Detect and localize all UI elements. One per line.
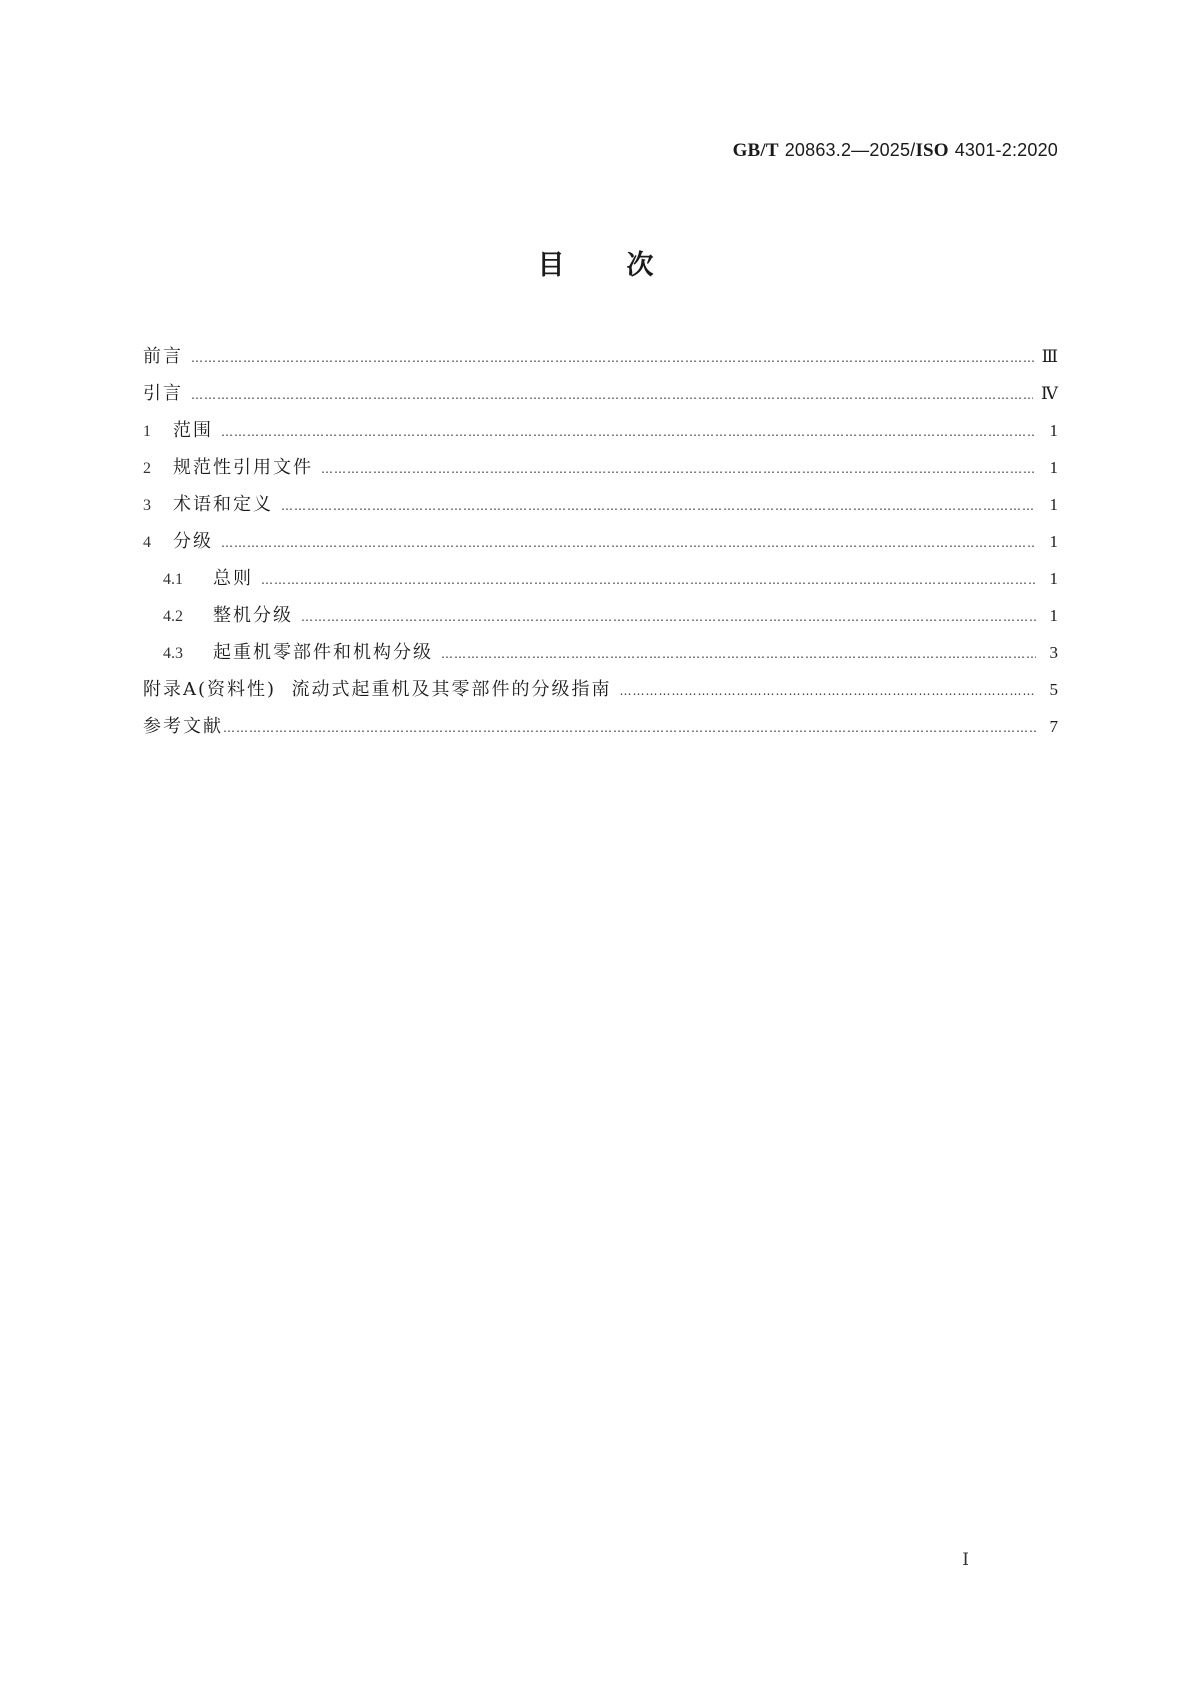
- toc-entry-label: 引言: [143, 383, 183, 404]
- page-number: Ⅰ: [962, 1550, 969, 1569]
- dot-leader: [221, 414, 1036, 451]
- toc-entry-number: 1: [143, 423, 151, 440]
- dot-leader: [261, 562, 1036, 599]
- toc-entry-label: 前言: [143, 346, 183, 367]
- std-prefix: GB/T: [732, 140, 779, 161]
- toc-entry-label: 范围: [173, 420, 213, 441]
- toc-entry-classification[interactable]: [143, 523, 1058, 560]
- toc-entry-number: 4.3: [163, 645, 183, 662]
- toc-entry-terms-definitions[interactable]: [143, 486, 1058, 523]
- toc-entry-page: 1: [1049, 495, 1058, 514]
- toc-entry-page: 1: [1049, 569, 1058, 588]
- dot-leader: [301, 599, 1036, 636]
- toc-entry-component-classification[interactable]: [143, 634, 1058, 671]
- toc-entry-page: 5: [1049, 680, 1058, 699]
- toc-entry-page: 1: [1049, 421, 1058, 440]
- dot-leader: [281, 488, 1036, 525]
- toc-entry-introduction[interactable]: [143, 375, 1058, 412]
- toc-entry-number: 4.1: [163, 571, 183, 588]
- toc-entry-number: 2: [143, 460, 151, 477]
- toc-entry-label: 总则: [213, 568, 253, 589]
- toc-entry-page: Ⅲ: [1041, 347, 1058, 366]
- toc-entry-page: 3: [1049, 643, 1058, 662]
- toc-entry-scope[interactable]: [143, 412, 1058, 449]
- dot-leader: [620, 673, 1037, 710]
- toc-entry-number: 4: [143, 534, 151, 551]
- toc-entry-page: Ⅳ: [1041, 384, 1058, 403]
- toc-entry-label: 整机分级: [213, 605, 293, 626]
- std-separator: /: [910, 140, 916, 160]
- toc-entry-label: 术语和定义: [173, 494, 273, 515]
- toc-entry-number: 4.2: [163, 608, 183, 625]
- toc-entry-label: 规范性引用文件: [173, 457, 313, 478]
- toc-entry-number: 3: [143, 497, 151, 514]
- toc-entry-foreword[interactable]: [143, 338, 1058, 375]
- dot-leader: [223, 710, 1036, 747]
- standard-designation: [733, 140, 1058, 162]
- dot-leader: [191, 377, 1033, 414]
- toc-entry-page: 7: [1049, 717, 1058, 736]
- iso-prefix: ISO: [915, 140, 949, 161]
- toc-entry-general[interactable]: [143, 560, 1058, 597]
- std-number: 20863.2—2025: [784, 140, 911, 160]
- page-title: 目次: [537, 250, 716, 281]
- toc-entry-page: 1: [1049, 606, 1058, 625]
- table-of-contents: [143, 338, 1058, 745]
- toc-entry-machine-classification[interactable]: [143, 597, 1058, 634]
- toc-entry-bibliography[interactable]: [143, 708, 1058, 745]
- toc-entry-annex-a[interactable]: [143, 671, 1058, 708]
- toc-entry-page: 1: [1049, 532, 1058, 551]
- dot-leader: [221, 525, 1036, 562]
- dot-leader: [321, 451, 1036, 488]
- toc-entry-label: 起重机零部件和机构分级: [213, 642, 433, 663]
- toc-entry-label: 参考文献: [143, 716, 223, 737]
- toc-entry-label: 分级: [173, 531, 213, 552]
- dot-leader: [441, 636, 1036, 673]
- toc-entry-normative-references[interactable]: [143, 449, 1058, 486]
- toc-entry-page: 1: [1049, 458, 1058, 477]
- toc-entry-label: 附录A(资料性) 流动式起重机及其零部件的分级指南: [143, 679, 612, 700]
- iso-number: 4301-2:2020: [954, 140, 1058, 160]
- dot-leader: [191, 340, 1034, 377]
